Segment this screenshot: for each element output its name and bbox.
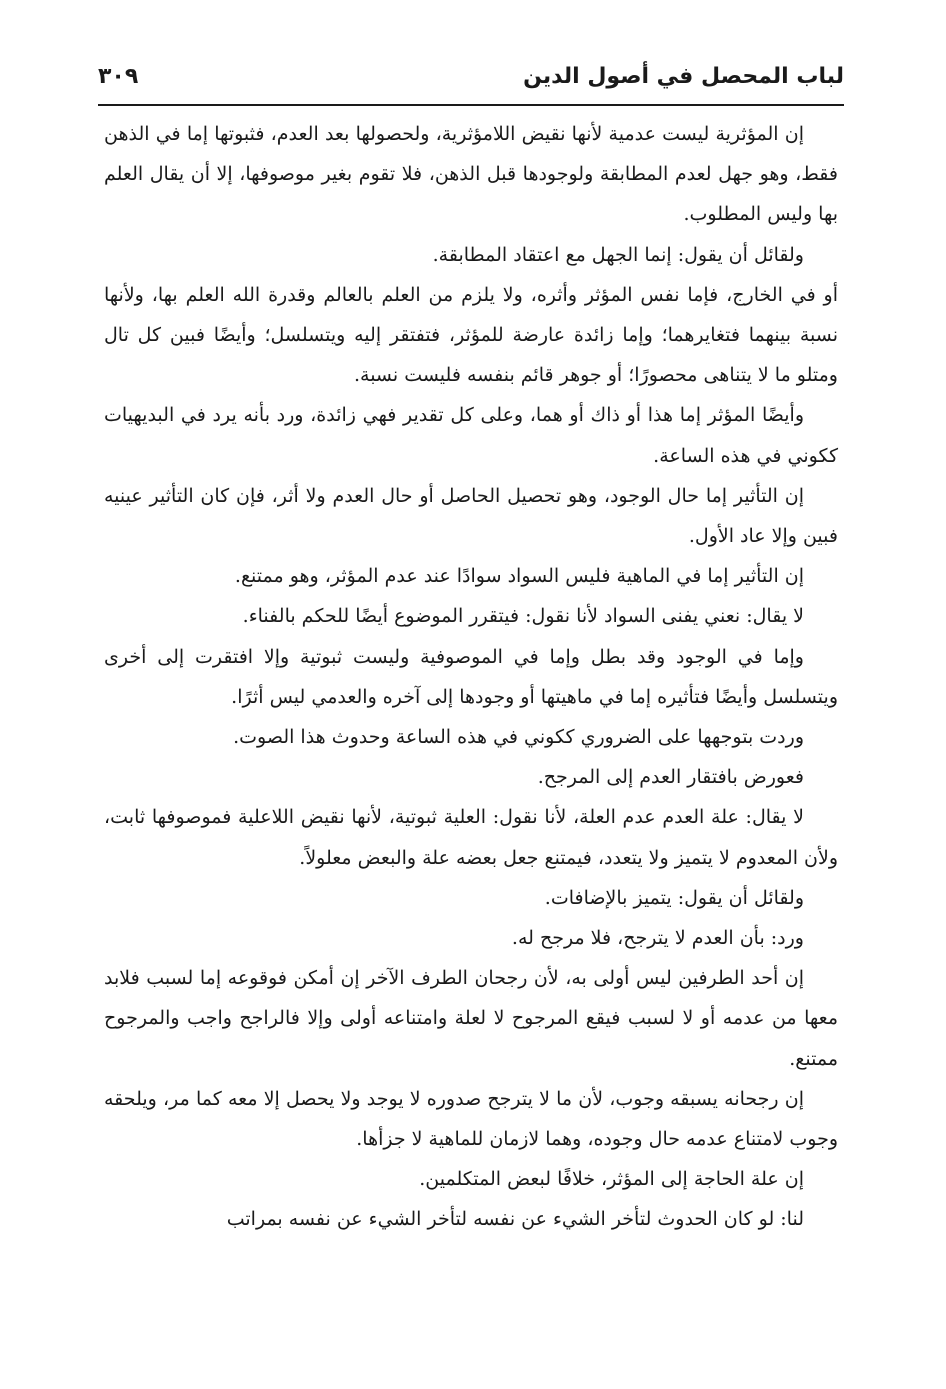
paragraph: إن رجحانه يسبقه وجوب، لأن ما لا يترجح صدوره لا يوجد ولا يحصل إلا معه كما مر، ويلحقه وجوب لامتناع عدمه حال وجوده، وهما لازمان للماهية لا جزأها. — [104, 1087, 838, 1151]
paragraph: لا يقال: علة العدم عدم العلة، لأنا نقول: العلية ثبوتية، لأنها نقيض اللاعلية فموصوفها ثابت، ولأن المعدوم لا يتميز ولا يتعدد، فيمتنع جعل بعضه علة والبعض معلولاً. — [104, 806, 838, 869]
paragraph: إن أحد الطرفين ليس أولى به، لأن رجحان الطرف الآخر إن أمكن فوقوعه إما لسبب فلابد معها من عدمه أو لا لسبب فيقع المرجوح لا لعلة وامتناعه أولى وإلا فالراجح واجب والمرجوح ممتنع. — [104, 967, 838, 1070]
paragraph: ولقائل أن يقول: إنما الجهل مع اعتقاد المطابقة. — [432, 243, 804, 266]
paragraph: أو في الخارج، فإما نفس المؤثر وأثره، ولا يلزم من العلم بالعالم وقدرة الله العلم بها، ولأنها نسبة بينهما فتغايرهما؛ وإما زائدة عارضة للمؤثر، فتفتقر إليه ويتسلسل؛ وأيضًا فبين كل تال ومتلو ما لا يتناهى محصورًا؛ أو جوهر قائم بنفسه فليست نسبة. — [104, 283, 838, 387]
paragraph: إن التأثير إما في الماهية فليس السواد سوادًا عند عدم المؤثر، وهو ممتنع. — [234, 565, 804, 588]
paragraph: وإما في الوجود وقد بطل وإما في الموصوفية وليست ثبوتية وإلا افتقرت إلى أخرى ويتسلسل وأيضًا فتأثيره إما في ماهيتها أو وجودها إلى آخره والعدمي ليس أثرًا. — [104, 645, 838, 708]
paragraph: إن علة الحاجة إلى المؤثر، خلافًا لبعض المتكلمين. — [419, 1168, 804, 1191]
book-title: لباب المحصل في أصول الدين — [523, 64, 844, 89]
paragraph: لنا: لو كان الحدوث لتأخر الشيء عن نفسه لتأخر الشيء عن نفسه بمراتب — [226, 1208, 804, 1231]
paragraph: إن التأثير إما حال الوجود، وهو تحصيل الحاصل أو حال العدم ولا أثر، فإن كان التأثير عينيه فبين وإلا عاد الأول. — [104, 484, 838, 548]
paragraph: ورد: بأن العدم لا يترجح، فلا مرجح له. — [511, 927, 804, 950]
paragraph: إن المؤثرية ليست عدمية لأنها نقيض اللامؤثرية، ولحصولها بعد العدم، فثبوتها إما في الذهن فقط، وهو جهل لعدم المطابقة ولوجودها قبل الذهن، فلا تقوم بغير موصوفها، إلا أن يقال العلم بها وليس المطلوب. — [104, 123, 838, 226]
body-text — [104, 114, 838, 1240]
running-header — [98, 58, 844, 98]
paragraph: وردت بتوجهها على الضروري ككوني في هذه الساعة وحدوث هذا الصوت. — [233, 726, 804, 749]
paragraph: لا يقال: نعني يفنى السواد لأنا نقول: فيتقرر الموضوع أيضًا للحكم بالفناء. — [242, 605, 804, 628]
paragraph: وأيضًا المؤثر إما هذا أو ذاك أو هما، وعلى كل تقدير فهي زائدة، ورد بأنه يرد في البديهيات ككوني في هذه الساعة. — [104, 404, 838, 467]
paragraph: ولقائل أن يقول: يتميز بالإضافات. — [544, 886, 804, 909]
page-number: ٣٠٩ — [98, 64, 139, 89]
paragraph: فعورض بافتقار العدم إلى المرجح. — [537, 766, 804, 789]
header-rule — [98, 104, 844, 106]
